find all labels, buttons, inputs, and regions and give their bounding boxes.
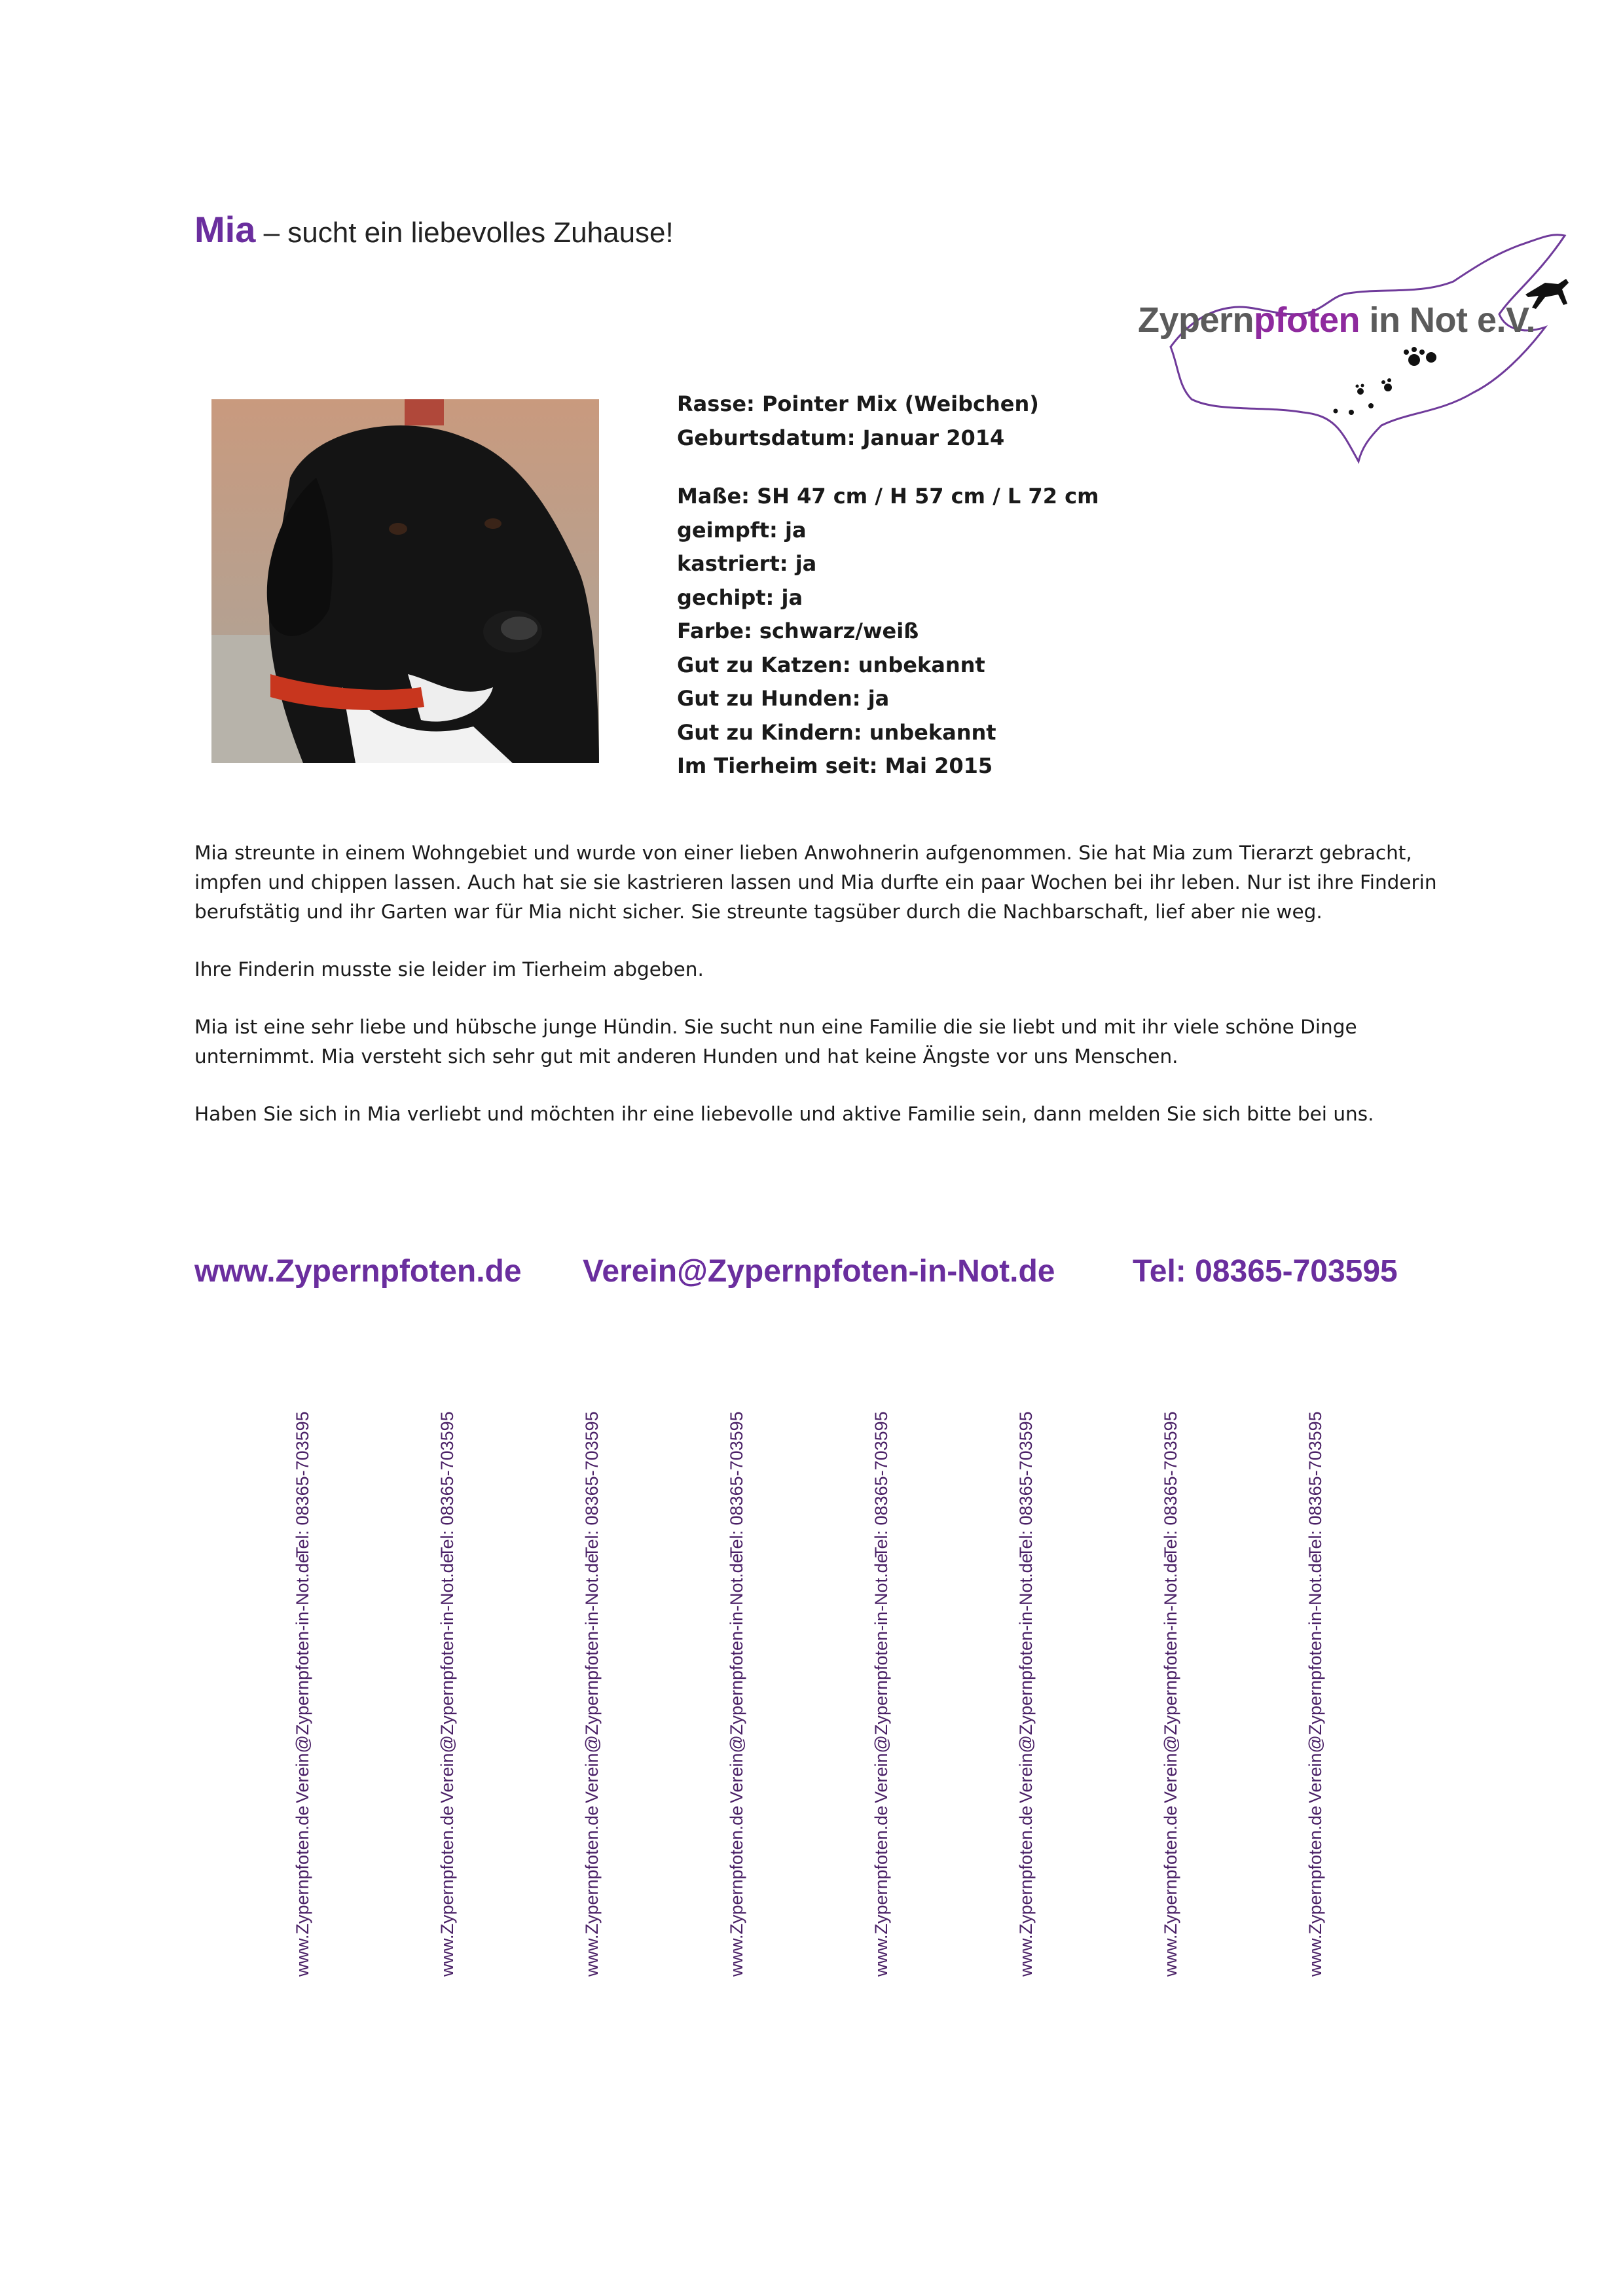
paragraph: Haben Sie sich in Mia verliebt und möchten ihr eine liebevolle und aktive Familie sein, dann melden Sie sich bitte bei uns. bbox=[194, 1103, 1374, 1125]
phone-number: Tel: 08365-703595 bbox=[1133, 1254, 1398, 1289]
fact-children: Gut zu Kindern: unbekannt bbox=[677, 719, 996, 745]
fact-color: Farbe: schwarz/weiß bbox=[677, 619, 919, 643]
fact-dogs: Gut zu Hunden: ja bbox=[677, 686, 890, 711]
association-logo bbox=[1133, 216, 1578, 478]
tear-off-strip[interactable]: Tel: 08365-703595 Verein@Zypernpfoten-in-Not.de www.Zypernpfoten.de bbox=[1305, 1411, 1325, 1977]
logo-text: Zypernpfoten in Not e.V. bbox=[1138, 300, 1536, 340]
dog-facts bbox=[677, 387, 1099, 783]
page-title bbox=[194, 208, 674, 251]
dog-photo bbox=[211, 399, 599, 763]
tear-off-strip[interactable]: Tel: 08365-703595 Verein@Zypernpfoten-in-Not.de www.Zypernpfoten.de bbox=[1016, 1411, 1036, 1977]
paragraph: Mia streunte in einem Wohngebiet und wurde von einer lieben Anwohnerin aufgenommen. Sie hat Mia zum Tierarzt gebracht, impfen und chippen lassen. Auch hat sie sie kastrieren lassen und Mia durfte ein paar Wochen bei ihr leben. Nur ist ihre Finderin berufstätig und ihr Garten war für Mia nicht sicher. Sie streunte tagsüber durch die Nachbarschaft, lief aber nie weg. bbox=[194, 842, 1437, 923]
paw-prints-icon bbox=[1334, 347, 1437, 415]
fact-vaccinated: geimpft: ja bbox=[677, 517, 807, 543]
website-link[interactable]: www.Zypernpfoten.de bbox=[194, 1254, 522, 1289]
paragraph: Mia ist eine sehr liebe und hübsche junge Hündin. Sie sucht nun eine Familie die sie liebt und mit ihr viele schöne Dinge unternimmt. Mia versteht sich sehr gut mit anderen Hunden und hat keine Ängste vor uns Menschen. bbox=[194, 1016, 1357, 1067]
fact-cats: Gut zu Katzen: unbekannt bbox=[677, 652, 985, 677]
tear-off-strip[interactable]: Tel: 08365-703595 Verein@Zypernpfoten-in-Not.de www.Zypernpfoten.de bbox=[293, 1411, 312, 1977]
tear-off-strip[interactable]: Tel: 08365-703595 Verein@Zypernpfoten-in-Not.de www.Zypernpfoten.de bbox=[727, 1411, 746, 1977]
tear-off-strip[interactable]: Tel: 08365-703595 Verein@Zypernpfoten-in-Not.de www.Zypernpfoten.de bbox=[871, 1411, 891, 1977]
fact-neutered: kastriert: ja bbox=[677, 551, 817, 576]
fact-breed: Rasse: Pointer Mix (Weibchen) bbox=[677, 391, 1039, 416]
cyprus-map-outline bbox=[1133, 216, 1578, 478]
email-link[interactable]: Verein@Zypernpfoten-in-Not.de bbox=[583, 1254, 1055, 1289]
fact-measurements: Maße: SH 47 cm / H 57 cm / L 72 cm bbox=[677, 484, 1099, 509]
title-tagline: – sucht ein liebevolles Zuhause! bbox=[255, 217, 674, 249]
tear-off-strip[interactable]: Tel: 08365-703595 Verein@Zypernpfoten-in-Not.de www.Zypernpfoten.de bbox=[437, 1411, 457, 1977]
paragraph: Ihre Finderin musste sie leider im Tierheim abgeben. bbox=[194, 958, 704, 980]
dog-name: Mia bbox=[194, 209, 256, 250]
description bbox=[194, 838, 1458, 1157]
fact-shelter-since: Im Tierheim seit: Mai 2015 bbox=[677, 753, 993, 778]
tear-off-strip[interactable]: Tel: 08365-703595 Verein@Zypernpfoten-in-Not.de www.Zypernpfoten.de bbox=[582, 1411, 602, 1977]
tear-off-strip[interactable]: Tel: 08365-703595 Verein@Zypernpfoten-in-Not.de www.Zypernpfoten.de bbox=[1161, 1411, 1180, 1977]
fact-chipped: gechipt: ja bbox=[677, 584, 803, 610]
fact-birthdate: Geburtsdatum: Januar 2014 bbox=[677, 425, 1005, 450]
